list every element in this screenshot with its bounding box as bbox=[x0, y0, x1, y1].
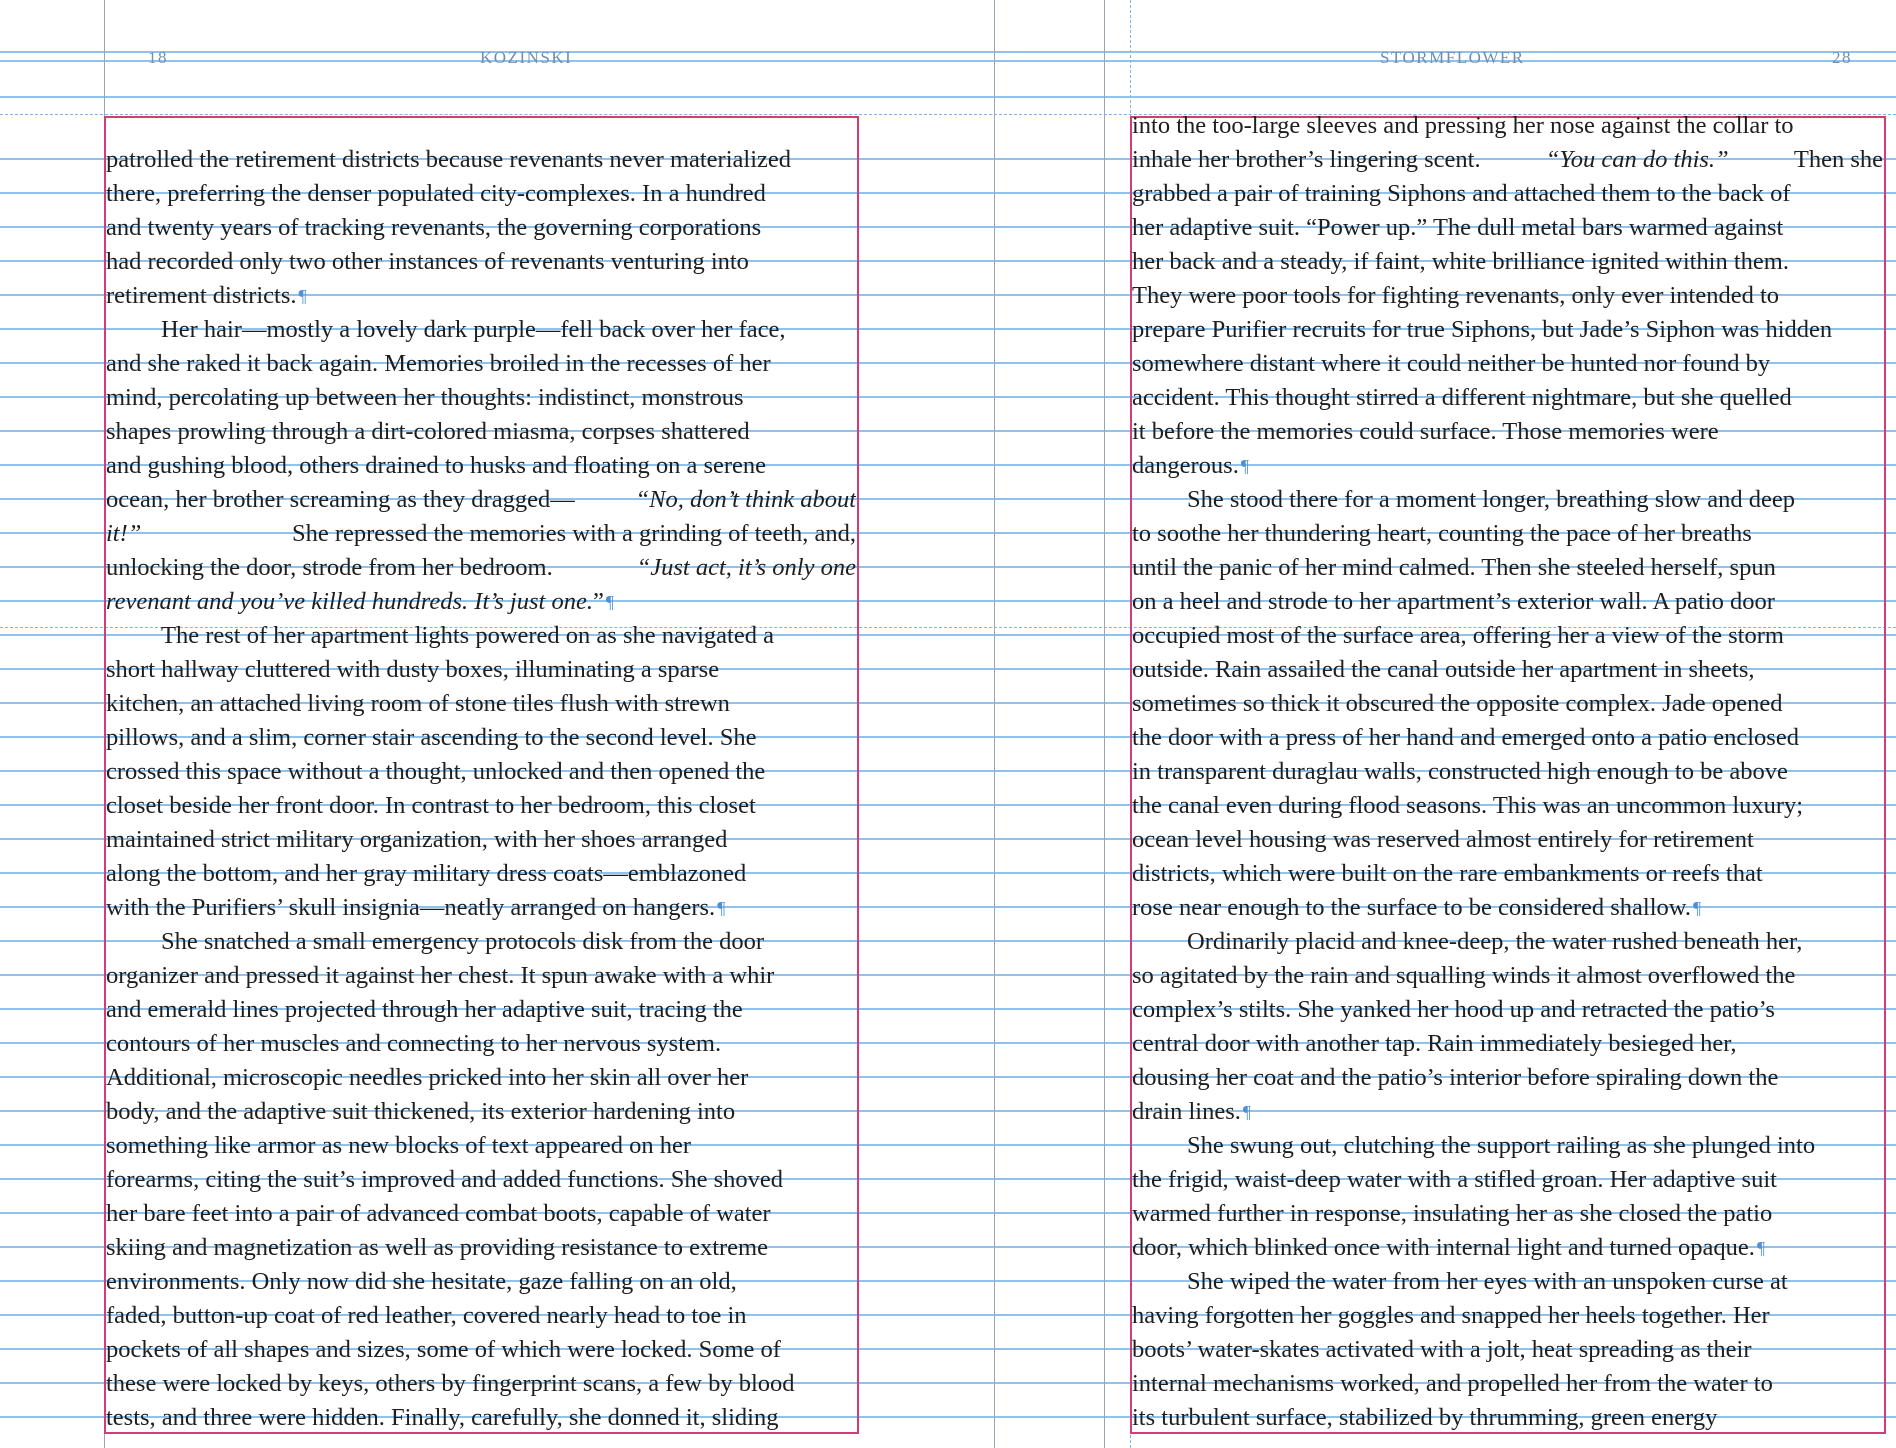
line-text: faded, button-up coat of red leather, covered nearly head to toe in bbox=[106, 1302, 747, 1329]
line-text: forearms, citing the suit’s improved and added functions. She shoved bbox=[106, 1166, 784, 1193]
text-line[interactable] bbox=[1132, 1095, 1883, 1129]
text-line[interactable] bbox=[1132, 381, 1883, 415]
line-text: She snatched a small emergency protocols disk from the door bbox=[161, 928, 765, 955]
paragraph-mark-icon: ¶ bbox=[1693, 898, 1702, 918]
line-text: mind, percolating up between her thoughts: indistinct, monstrous bbox=[106, 384, 744, 411]
text-line[interactable] bbox=[1132, 857, 1883, 891]
line-text: it before the memories could surface. Those memories were bbox=[1132, 418, 1719, 445]
text-line[interactable] bbox=[1132, 585, 1883, 619]
paragraph-mark-icon: ¶ bbox=[1756, 1238, 1766, 1258]
text-line[interactable] bbox=[1132, 449, 1883, 483]
line-text: the door with a press of her hand and emerged onto a patio enclosed bbox=[1132, 724, 1799, 751]
text-line[interactable] bbox=[106, 755, 856, 789]
text-line[interactable] bbox=[1132, 755, 1883, 789]
text-line[interactable] bbox=[106, 551, 856, 585]
line-text: districts, which were built on the rare embankments or reefs that bbox=[1132, 860, 1763, 887]
line-text: They were poor tools for fighting revenants, only ever intended to bbox=[1132, 282, 1780, 309]
line-text: the canal even during flood seasons. This was an uncommon luxury; bbox=[1132, 792, 1804, 819]
text-line[interactable] bbox=[1132, 653, 1883, 687]
italic-text: “No, don’t think about bbox=[635, 486, 856, 513]
line-text: and she raked it back again. Memories broiled in the recesses of her bbox=[106, 350, 771, 377]
line-text: her bare feet into a pair of advanced combat boots, capable of water bbox=[106, 1200, 771, 1227]
line-text: accident. This thought stirred a different nightmare, but she quelled bbox=[1132, 384, 1792, 411]
text-line[interactable] bbox=[106, 1163, 856, 1197]
line-text: closet beside her front door. In contrast to her bedroom, this closet bbox=[106, 792, 756, 819]
line-text: inhale her brother’s lingering scent. bbox=[1132, 146, 1481, 173]
line-text: Her hair—mostly a lovely dark purple—fell back over her face, bbox=[161, 316, 786, 343]
text-line[interactable] bbox=[1132, 211, 1883, 245]
line-text: unlocking the door, strode from her bedroom. bbox=[106, 554, 553, 581]
line-text: She swung out, clutching the support railing as she plunged into bbox=[1187, 1132, 1816, 1159]
baseline-grid-line bbox=[0, 60, 1896, 62]
text-line[interactable] bbox=[106, 1129, 856, 1163]
line-text: Ordinarily placid and knee-deep, the water rushed beneath her, bbox=[1187, 928, 1803, 955]
text-line[interactable] bbox=[106, 925, 856, 959]
text-line[interactable] bbox=[1132, 517, 1883, 551]
line-text: sometimes so thick it obscured the opposite complex. Jade opened bbox=[1132, 690, 1783, 717]
line-text: until the panic of her mind calmed. Then she steeled herself, spun bbox=[1132, 554, 1776, 581]
line-text: outside. Rain assailed the canal outside her apartment in sheets, bbox=[1132, 656, 1755, 683]
text-line[interactable] bbox=[1132, 993, 1883, 1027]
line-text: boots’ water-skates activated with a jolt, heat spreading as their bbox=[1132, 1336, 1752, 1363]
text-line[interactable] bbox=[106, 1265, 856, 1299]
text-line[interactable] bbox=[106, 483, 856, 517]
line-text: its turbulent surface, stabilized by thrumming, green energy bbox=[1132, 1404, 1718, 1431]
line-text: skiing and magnetization as well as providing resistance to extreme bbox=[106, 1234, 768, 1261]
line-text: complex’s stilts. She yanked her hood up and retracted the patio’s bbox=[1132, 996, 1775, 1023]
line-text: something like armor as new blocks of text appeared on her bbox=[106, 1132, 692, 1159]
line-text: on a heel and strode to her apartment’s exterior wall. A patio door bbox=[1132, 588, 1775, 615]
paragraph-mark-icon: ¶ bbox=[605, 592, 614, 612]
text-line[interactable] bbox=[1132, 1299, 1883, 1333]
right-running-head: STORMFLOWER bbox=[1380, 48, 1525, 67]
text-line[interactable] bbox=[106, 279, 856, 313]
text-line[interactable] bbox=[1132, 619, 1883, 653]
paragraph-mark-icon: ¶ bbox=[1240, 456, 1249, 476]
text-line[interactable] bbox=[1132, 1401, 1883, 1433]
line-text: having forgotten her goggles and snapped her heels together. Her bbox=[1132, 1302, 1770, 1329]
text-line[interactable] bbox=[1132, 1231, 1883, 1265]
line-text: ocean, her brother screaming as they dragged— bbox=[106, 486, 575, 513]
paragraph-mark-icon: ¶ bbox=[1242, 1102, 1252, 1122]
text-line[interactable] bbox=[106, 653, 856, 687]
text-line[interactable] bbox=[106, 1367, 856, 1401]
text-line[interactable] bbox=[1132, 1333, 1883, 1367]
line-text: had recorded only two other instances of revenants venturing into bbox=[106, 248, 749, 275]
text-line[interactable] bbox=[106, 517, 856, 551]
line-text: central door with another tap. Rain immediately besieged her, bbox=[1132, 1030, 1737, 1057]
text-line[interactable] bbox=[1132, 925, 1883, 959]
baseline-grid-line bbox=[0, 51, 1896, 53]
line-text: patrolled the retirement districts because revenants never materialized bbox=[106, 146, 792, 173]
text-line[interactable] bbox=[1132, 789, 1883, 823]
line-text: environments. Only now did she hesitate, gaze falling on an old, bbox=[106, 1268, 737, 1295]
line-text: She repressed the memories with a grinding of teeth, and, bbox=[291, 520, 856, 547]
line-text: internal mechanisms worked, and propelled her from the water to bbox=[1132, 1370, 1773, 1397]
baseline-grid-line bbox=[0, 96, 1896, 98]
text-line[interactable] bbox=[106, 177, 856, 211]
text-line[interactable] bbox=[1132, 1265, 1883, 1299]
text-line[interactable] bbox=[106, 993, 856, 1027]
line-text: prepare Purifier recruits for true Siphons, but Jade’s Siphon was hidden bbox=[1132, 316, 1833, 343]
line-text: Additional, microscopic needles pricked into her skin all over her bbox=[106, 1064, 749, 1091]
line-text: her back and a steady, if faint, white brilliance ignited within them. bbox=[1132, 248, 1789, 275]
text-line[interactable] bbox=[106, 1401, 856, 1433]
text-line[interactable] bbox=[106, 1333, 856, 1367]
text-line[interactable] bbox=[106, 1095, 856, 1129]
line-text: body, and the adaptive suit thickened, its exterior hardening into bbox=[106, 1098, 736, 1125]
text-line[interactable] bbox=[106, 789, 856, 823]
line-text: She wiped the water from her eyes with an unspoken curse at bbox=[1187, 1268, 1788, 1295]
line-text: grabbed a pair of training Siphons and attached them to the back of bbox=[1132, 180, 1791, 207]
line-text: and gushing blood, others drained to husks and floating on a serene bbox=[106, 452, 767, 479]
text-line[interactable] bbox=[1132, 1163, 1883, 1197]
line-text: rose near enough to the surface to be considered shallow. bbox=[1132, 894, 1691, 921]
text-line[interactable] bbox=[106, 857, 856, 891]
text-line[interactable] bbox=[1132, 483, 1883, 517]
italic-text: revenant and you’ve killed hundreds. It’s just one. bbox=[106, 588, 593, 615]
line-text: dangerous. bbox=[1132, 452, 1239, 479]
italic-text: “You can do this.” bbox=[1545, 146, 1729, 173]
line-text: with the Purifiers’ skull insignia—neatly arranged on hangers. bbox=[106, 894, 716, 921]
left-page-edge bbox=[994, 0, 995, 1448]
line-text: and emerald lines projected through her adaptive suit, tracing the bbox=[106, 996, 743, 1023]
text-line[interactable] bbox=[1132, 415, 1883, 449]
text-line[interactable] bbox=[106, 1027, 856, 1061]
line-text: contours of her muscles and connecting to her nervous system. bbox=[106, 1030, 722, 1057]
line-text: ” bbox=[592, 588, 604, 615]
line-text: organizer and pressed it against her chest. It spun awake with a whir bbox=[106, 962, 775, 989]
right-page-text[interactable] bbox=[1132, 109, 1883, 1433]
line-text: there, preferring the denser populated city-complexes. In a hundred bbox=[106, 180, 766, 207]
text-line[interactable] bbox=[1132, 279, 1883, 313]
line-text: short hallway cluttered with dusty boxes, illuminating a sparse bbox=[106, 656, 720, 683]
text-line[interactable] bbox=[106, 1197, 856, 1231]
text-line[interactable] bbox=[106, 211, 856, 245]
right-folio: 28 bbox=[1832, 48, 1852, 67]
line-text: in transparent duraglau walls, constructed high enough to be above bbox=[1132, 758, 1788, 785]
line-text: pillows, and a slim, corner stair ascending to the second level. She bbox=[106, 724, 757, 751]
line-text: The rest of her apartment lights powered on as she navigated a bbox=[161, 622, 774, 649]
line-text: She stood there for a moment longer, breathing slow and deep bbox=[1187, 486, 1795, 513]
line-text: so agitated by the rain and squalling winds it almost overflowed the bbox=[1132, 962, 1796, 989]
line-text: shapes prowling through a dirt-colored miasma, corpses shattered bbox=[106, 418, 750, 445]
text-line[interactable] bbox=[106, 415, 856, 449]
paragraph-mark-icon: ¶ bbox=[717, 898, 726, 918]
text-line[interactable] bbox=[106, 1061, 856, 1095]
text-line[interactable] bbox=[106, 245, 856, 279]
line-text: these were locked by keys, others by fingerprint scans, a few by blood bbox=[106, 1370, 795, 1397]
text-line[interactable] bbox=[1132, 687, 1883, 721]
text-line[interactable] bbox=[1132, 1197, 1883, 1231]
text-line[interactable] bbox=[106, 313, 856, 347]
text-line[interactable] bbox=[1132, 823, 1883, 857]
text-line[interactable] bbox=[106, 823, 856, 857]
line-text: her adaptive suit. “Power up.” The dull metal bars warmed against bbox=[1132, 214, 1784, 241]
text-line[interactable] bbox=[1132, 109, 1883, 143]
paragraph-mark-icon: ¶ bbox=[298, 286, 307, 306]
text-line[interactable] bbox=[106, 891, 856, 925]
italic-text: “Just act, it’s only one bbox=[636, 554, 856, 581]
text-line[interactable] bbox=[1132, 347, 1883, 381]
text-line[interactable] bbox=[106, 1299, 856, 1333]
line-text: ocean level housing was reserved almost entirely for retirement bbox=[1132, 826, 1754, 853]
text-line[interactable] bbox=[1132, 177, 1883, 211]
text-line[interactable] bbox=[1132, 1061, 1883, 1095]
line-text: tests, and three were hidden. Finally, carefully, she donned it, sliding bbox=[106, 1404, 779, 1431]
line-text: crossed this space without a thought, unlocked and then opened the bbox=[106, 758, 766, 785]
line-text: dousing her coat and the patio’s interior before spiraling down the bbox=[1132, 1064, 1779, 1091]
text-line[interactable] bbox=[106, 959, 856, 993]
text-line[interactable] bbox=[1132, 1129, 1883, 1163]
text-line[interactable] bbox=[1132, 143, 1883, 177]
line-text: warmed further in response, insulating her as she closed the patio bbox=[1132, 1200, 1773, 1227]
left-page-text[interactable] bbox=[106, 143, 856, 1433]
line-text: pockets of all shapes and sizes, some of which were locked. Some of bbox=[106, 1336, 781, 1363]
line-text: the frigid, waist-deep water with a stifled groan. Her adaptive suit bbox=[1132, 1166, 1777, 1193]
text-line[interactable] bbox=[1132, 313, 1883, 347]
text-line[interactable] bbox=[106, 143, 856, 177]
right-page-edge bbox=[1104, 0, 1105, 1448]
text-line[interactable] bbox=[1132, 959, 1883, 993]
text-line[interactable] bbox=[1132, 1027, 1883, 1061]
text-line[interactable] bbox=[106, 1231, 856, 1265]
line-text: door, which blinked once with internal light and turned opaque. bbox=[1132, 1234, 1755, 1261]
line-text: and twenty years of tracking revenants, the governing corporations bbox=[106, 214, 762, 241]
line-text: occupied most of the surface area, offering her a view of the storm bbox=[1132, 622, 1784, 649]
left-running-head: KOZINSKI bbox=[480, 48, 573, 67]
left-folio: 18 bbox=[148, 48, 168, 67]
text-line[interactable] bbox=[106, 585, 856, 619]
text-line[interactable] bbox=[1132, 891, 1883, 925]
italic-text: it!” bbox=[106, 520, 142, 547]
text-line[interactable] bbox=[106, 721, 856, 755]
line-text: somewhere distant where it could neither be hunted nor found by bbox=[1132, 350, 1771, 377]
text-line[interactable] bbox=[1132, 245, 1883, 279]
line-text: maintained strict military organization, with her shoes arranged bbox=[106, 826, 728, 853]
line-text: retirement districts. bbox=[106, 282, 297, 309]
text-line[interactable] bbox=[106, 347, 856, 381]
text-line[interactable] bbox=[1132, 551, 1883, 585]
text-line[interactable] bbox=[106, 449, 856, 483]
line-text: along the bottom, and her gray military dress coats—emblazoned bbox=[106, 860, 747, 887]
text-line[interactable] bbox=[106, 687, 856, 721]
line-text: to soothe her thundering heart, counting the pace of her breaths bbox=[1132, 520, 1752, 547]
text-line[interactable] bbox=[106, 381, 856, 415]
line-text: Then she bbox=[1793, 146, 1883, 173]
text-line[interactable] bbox=[1132, 1367, 1883, 1401]
text-line[interactable] bbox=[1132, 721, 1883, 755]
line-text: kitchen, an attached living room of stone tiles flush with strewn bbox=[106, 690, 730, 717]
text-line[interactable] bbox=[106, 619, 856, 653]
line-text: into the too-large sleeves and pressing her nose against the collar to bbox=[1132, 112, 1794, 139]
line-text: drain lines. bbox=[1132, 1098, 1241, 1125]
